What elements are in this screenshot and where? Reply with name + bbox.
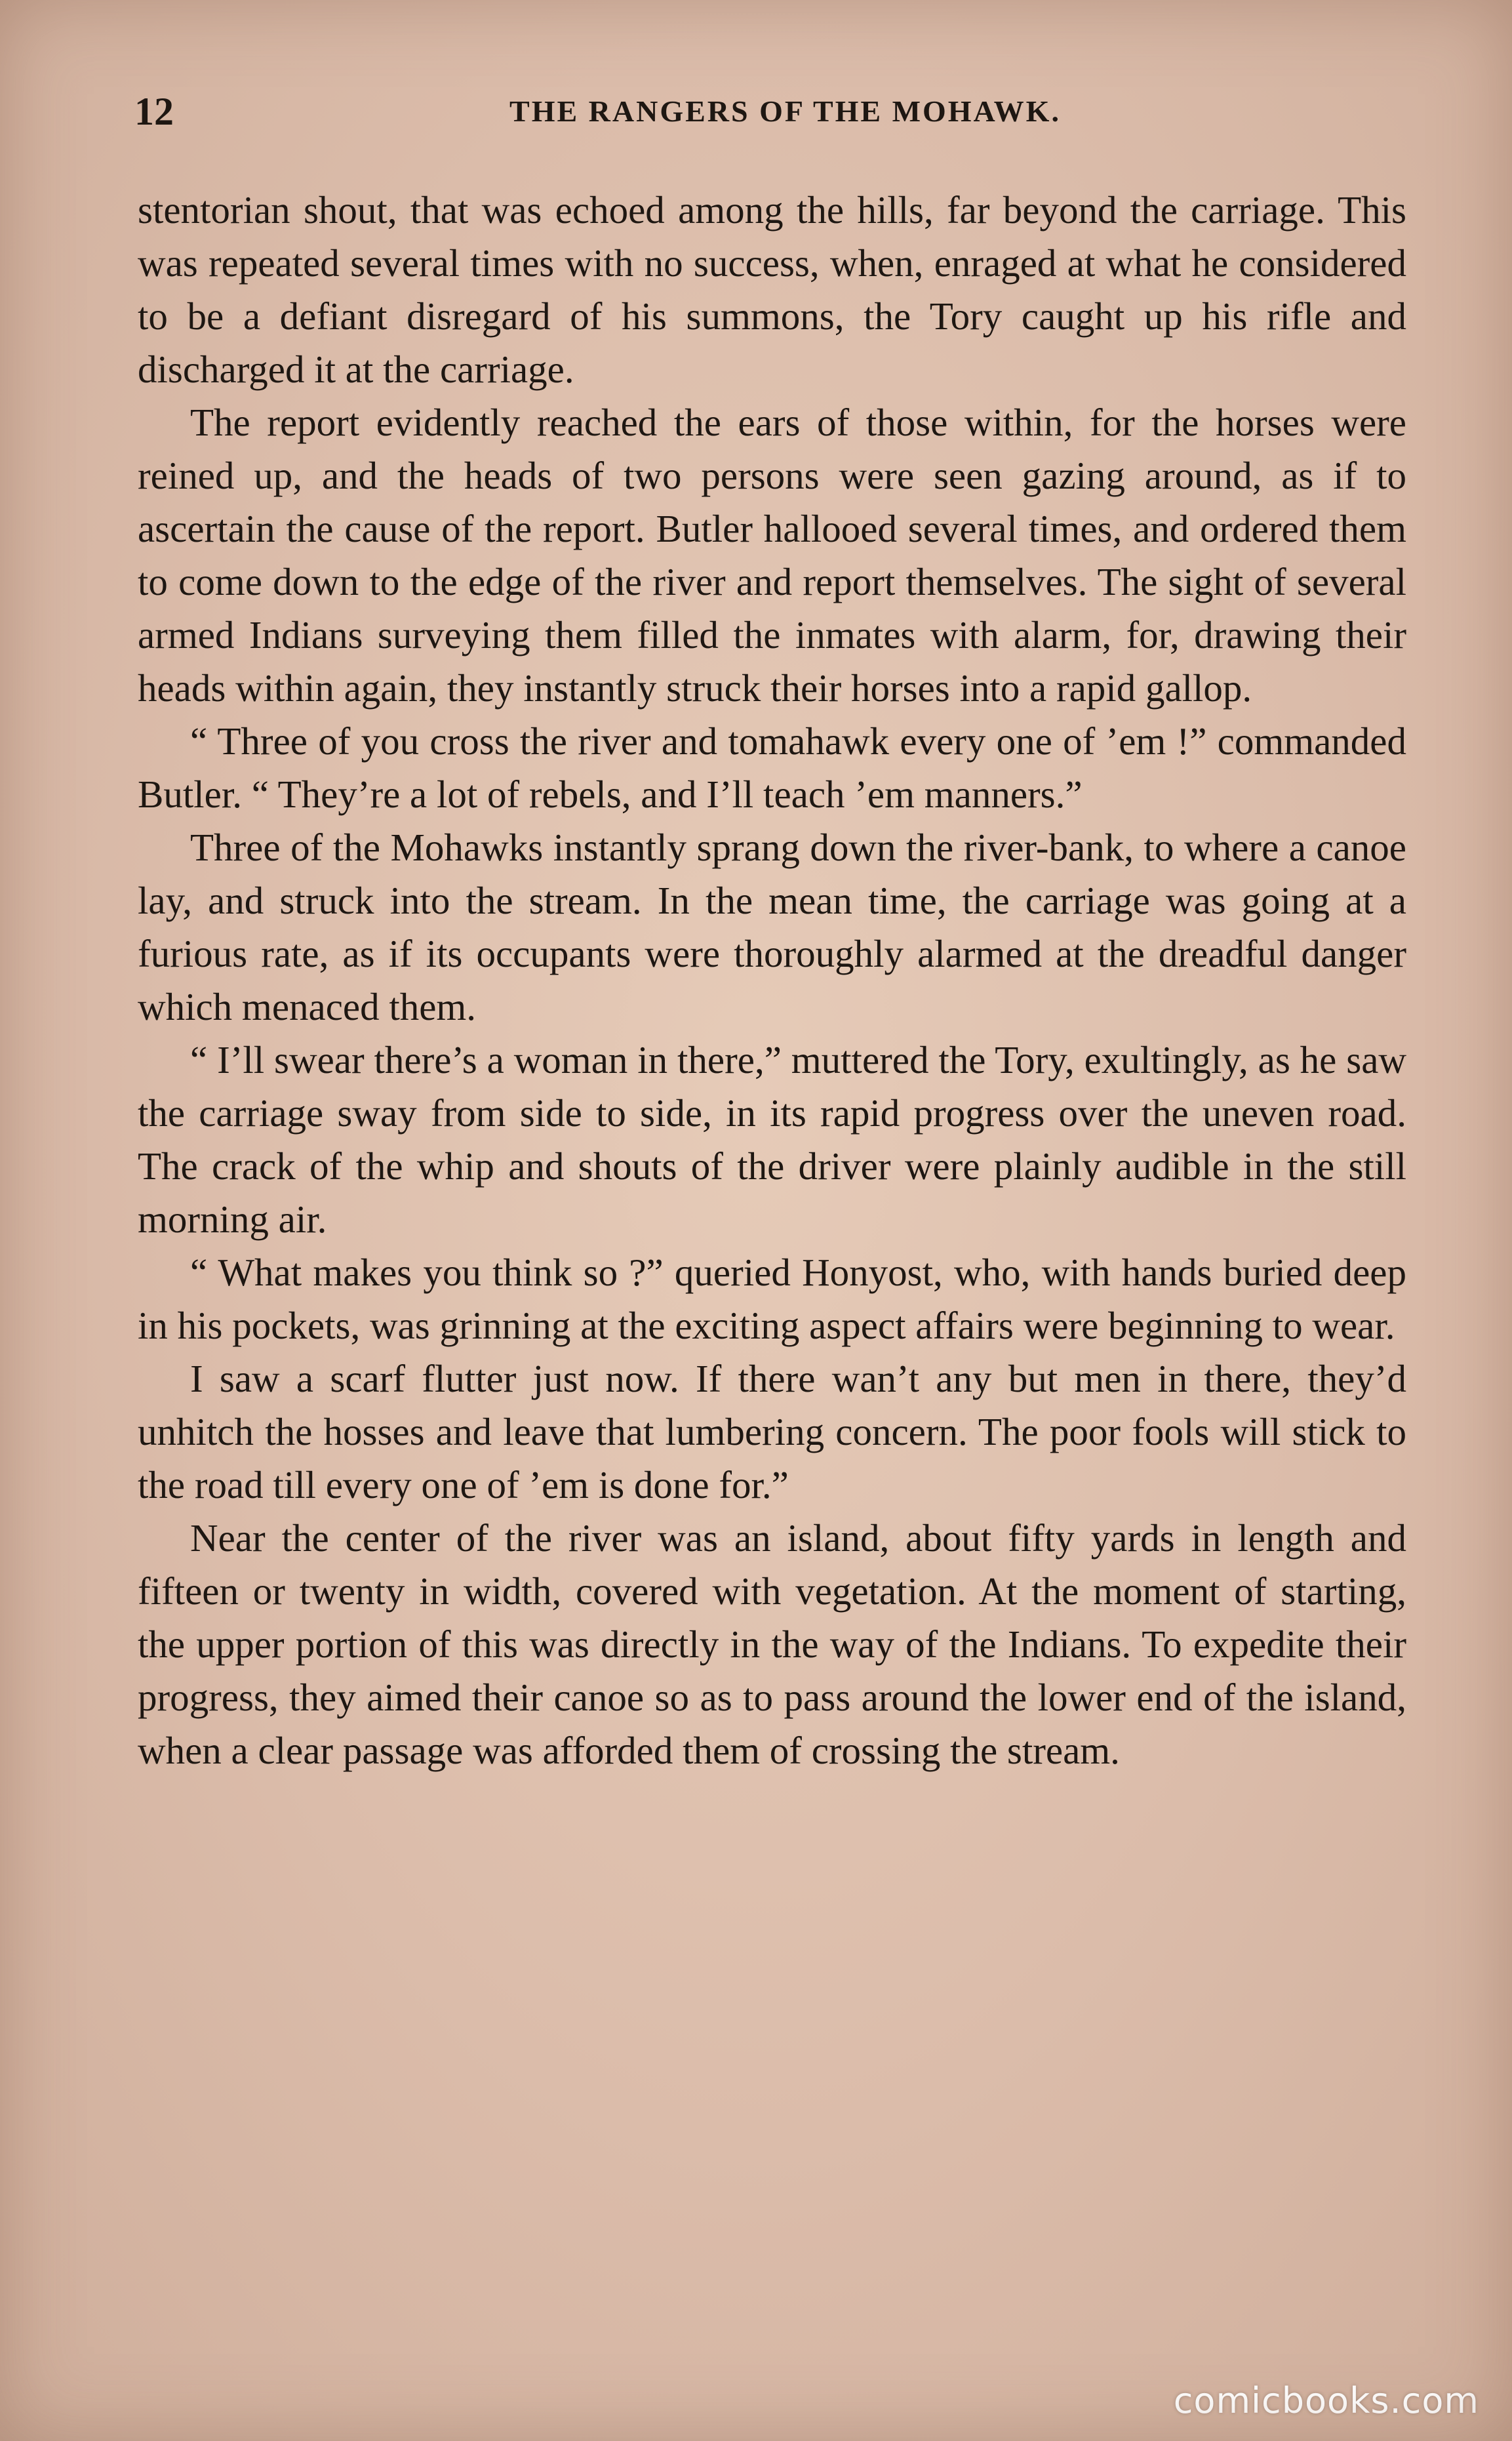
body-text — [138, 184, 1406, 1777]
paragraph: The report evidently reached the ears of those within, for the horses were reined up, and the heads of two persons were seen gazing around, as if to ascertain the cause of the report. Butler hallooed several times, and ordered them to come down to the edge of the river and report themselves. The sight of several armed Indians surveying them filled the inmates with alarm, for, drawing their heads within again, they instantly struck their horses into a rapid gallop. — [138, 401, 1406, 710]
page-number: 12 — [134, 90, 174, 133]
paragraph: I saw a scarf flutter just now. If there wan’t any but men in there, they’d unhitch the hosses and leave that lumbering concern. The poor fools will stick to the road till every one of ’em is done for.” — [138, 1357, 1406, 1506]
running-head: THE RANGERS OF THE MOHAWK. — [509, 94, 1061, 128]
paragraph: stentorian shout, that was echoed among the hills, far beyond the carriage. This was repeated several times with no success, when, enraged at what he considered to be a defiant disregard of his summons, the Tory caught up his rifle and discharged it at the carriage. — [138, 188, 1406, 391]
page-header — [134, 85, 1410, 138]
paragraph: Three of the Mohawks instantly sprang down the river-bank, to where a canoe lay, and struck into the stream. In the mean time, the carriage was going at a furious rate, as if its occupants were thoroughly alarmed at the dreadful danger which menaced them. — [138, 826, 1406, 1028]
paragraph: “ What makes you think so ?” queried Honyost, who, with hands buried deep in his pockets, was grinning at the exciting aspect affairs were beginning to wear. — [138, 1251, 1406, 1347]
paragraph: “ Three of you cross the river and tomahawk every one of ’em !” commanded Butler. “ They’re a lot of rebels, and I’ll teach ’em manners.” — [138, 719, 1406, 816]
paragraph: “ I’ll swear there’s a woman in there,” muttered the Tory, exultingly, as he saw the carriage sway from side to side, in its rapid progress over the uneven road. The crack of the whip and shouts of the driver were plainly audible in the still morning air. — [138, 1038, 1406, 1241]
watermark: comicbooks.com — [1173, 2380, 1479, 2421]
paragraph: Near the center of the river was an island, about fifty yards in length and fifteen or twenty in width, covered with vegetation. At the moment of starting, the upper portion of this was directly in the way of the Indians. To expedite their progress, they aimed their canoe so as to pass around the lower end of the island, when a clear passage was afforded them of crossing the stream. — [138, 1516, 1406, 1772]
